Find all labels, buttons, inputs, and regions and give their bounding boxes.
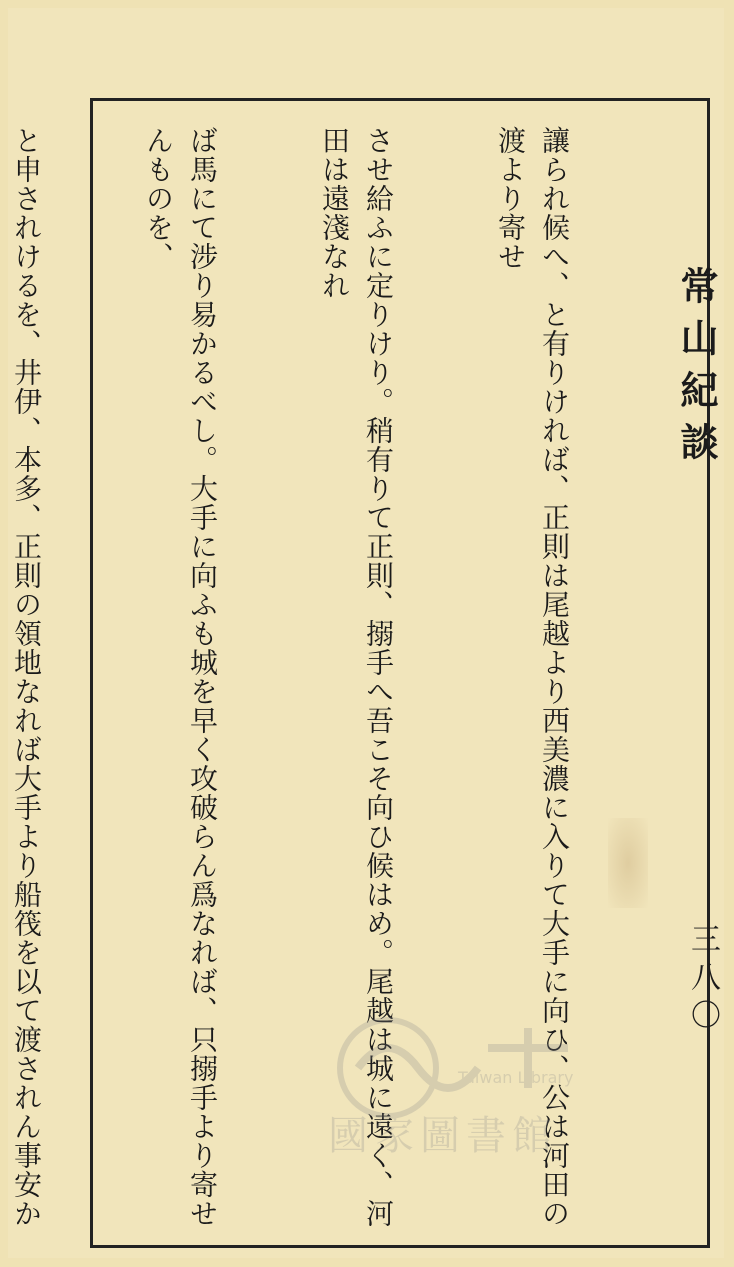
running-header: 常山紀談	[674, 266, 719, 474]
watermark-text: 國家圖書館	[328, 1113, 558, 1159]
text-column: 讓られ候へ、と有りければ、正則は尾越より西美濃に入りて大手に向ひ、公は河田の渡より寄せ	[494, 126, 571, 1228]
text-column: させ給ふに定りけり。稍有りて正則、搦手へ吾こそ向ひ候はめ。尾越は城に遠く、河田は遠淺なれ	[318, 126, 395, 1228]
page-number: 三八〇	[685, 923, 720, 1037]
text-column: ば馬にて涉り易かるべし。大手に向ふも城を早く攻破らん爲なれば、只搦手より寄せんものを、	[142, 126, 219, 1228]
body-text	[10, 126, 664, 1236]
book-page	[8, 8, 724, 1258]
text-column: と申されけるを、井伊、本多、正則の領地なれば大手より船筏を以て渡されん事安か	[10, 126, 43, 1228]
watermark-subtext: Taiwan Library	[458, 1068, 574, 1087]
paper-stain	[608, 818, 648, 908]
